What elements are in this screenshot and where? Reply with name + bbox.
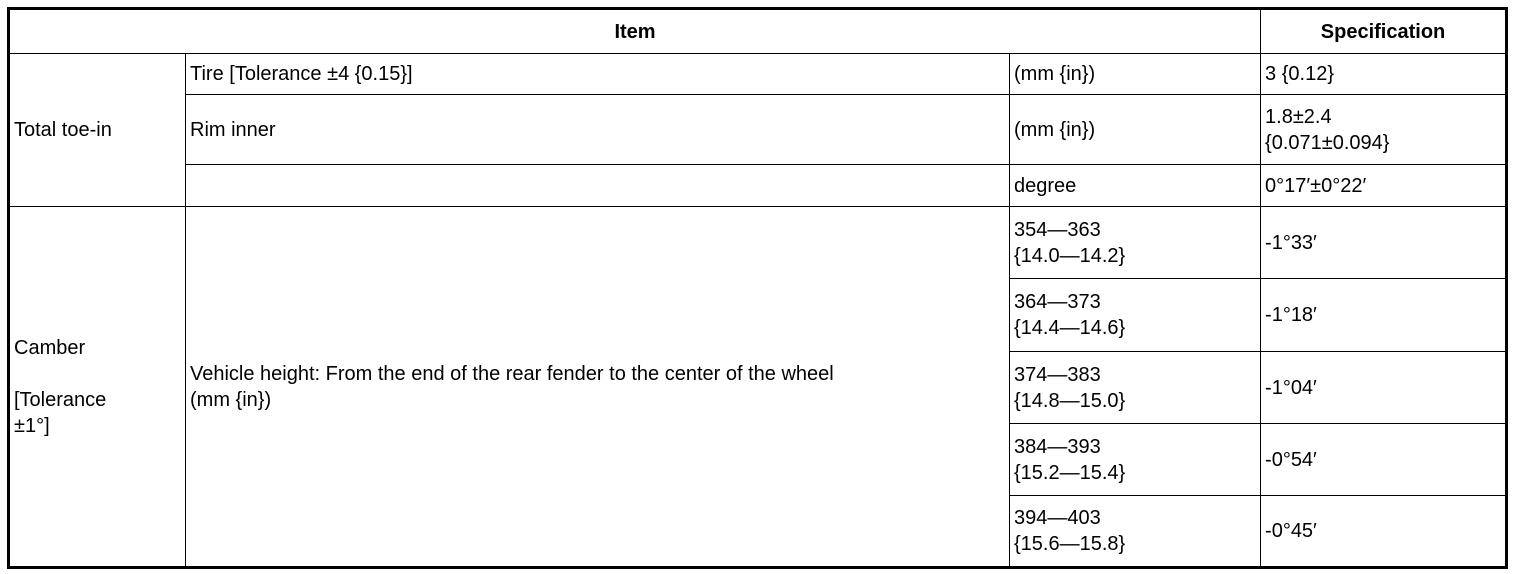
toe-in-degree-desc [186,165,1010,207]
camber-label: Camber [Tolerance ±1°] [9,207,186,568]
specification-table [7,7,1508,569]
header-specification: Specification [1261,9,1507,54]
camber-spec: -1°04′ [1261,352,1507,424]
camber-range: 354—363 {14.0—14.2} [1010,207,1261,279]
toe-in-tire-desc: Tire [Tolerance ±4 {0.15}] [186,54,1010,95]
camber-desc: Vehicle height: From the end of the rear fender to the center of the wheel (mm {in}) [186,207,1010,568]
toe-in-rim-unit: (mm {in}) [1010,95,1261,165]
camber-spec: -0°45′ [1261,496,1507,568]
camber-range: 394—403 {15.6—15.8} [1010,496,1261,568]
header-item: Item [9,9,1261,54]
camber-spec: -0°54′ [1261,424,1507,496]
header-row [9,9,1507,54]
camber-range: 384—393 {15.2—15.4} [1010,424,1261,496]
table-row [9,54,1507,95]
toe-in-degree-spec: 0°17′±0°22′ [1261,165,1507,207]
camber-spec: -1°33′ [1261,207,1507,279]
toe-in-tire-spec: 3 {0.12} [1261,54,1507,95]
table-row [9,207,1507,279]
camber-range: 374—383 {14.8—15.0} [1010,352,1261,424]
toe-in-label: Total toe-in [9,54,186,207]
table-row [9,95,1507,165]
toe-in-rim-desc: Rim inner [186,95,1010,165]
toe-in-tire-unit: (mm {in}) [1010,54,1261,95]
camber-range: 364—373 {14.4—14.6} [1010,279,1261,352]
toe-in-rim-spec: 1.8±2.4 {0.071±0.094} [1261,95,1507,165]
camber-spec: -1°18′ [1261,279,1507,352]
toe-in-degree-unit: degree [1010,165,1261,207]
table-row [9,165,1507,207]
